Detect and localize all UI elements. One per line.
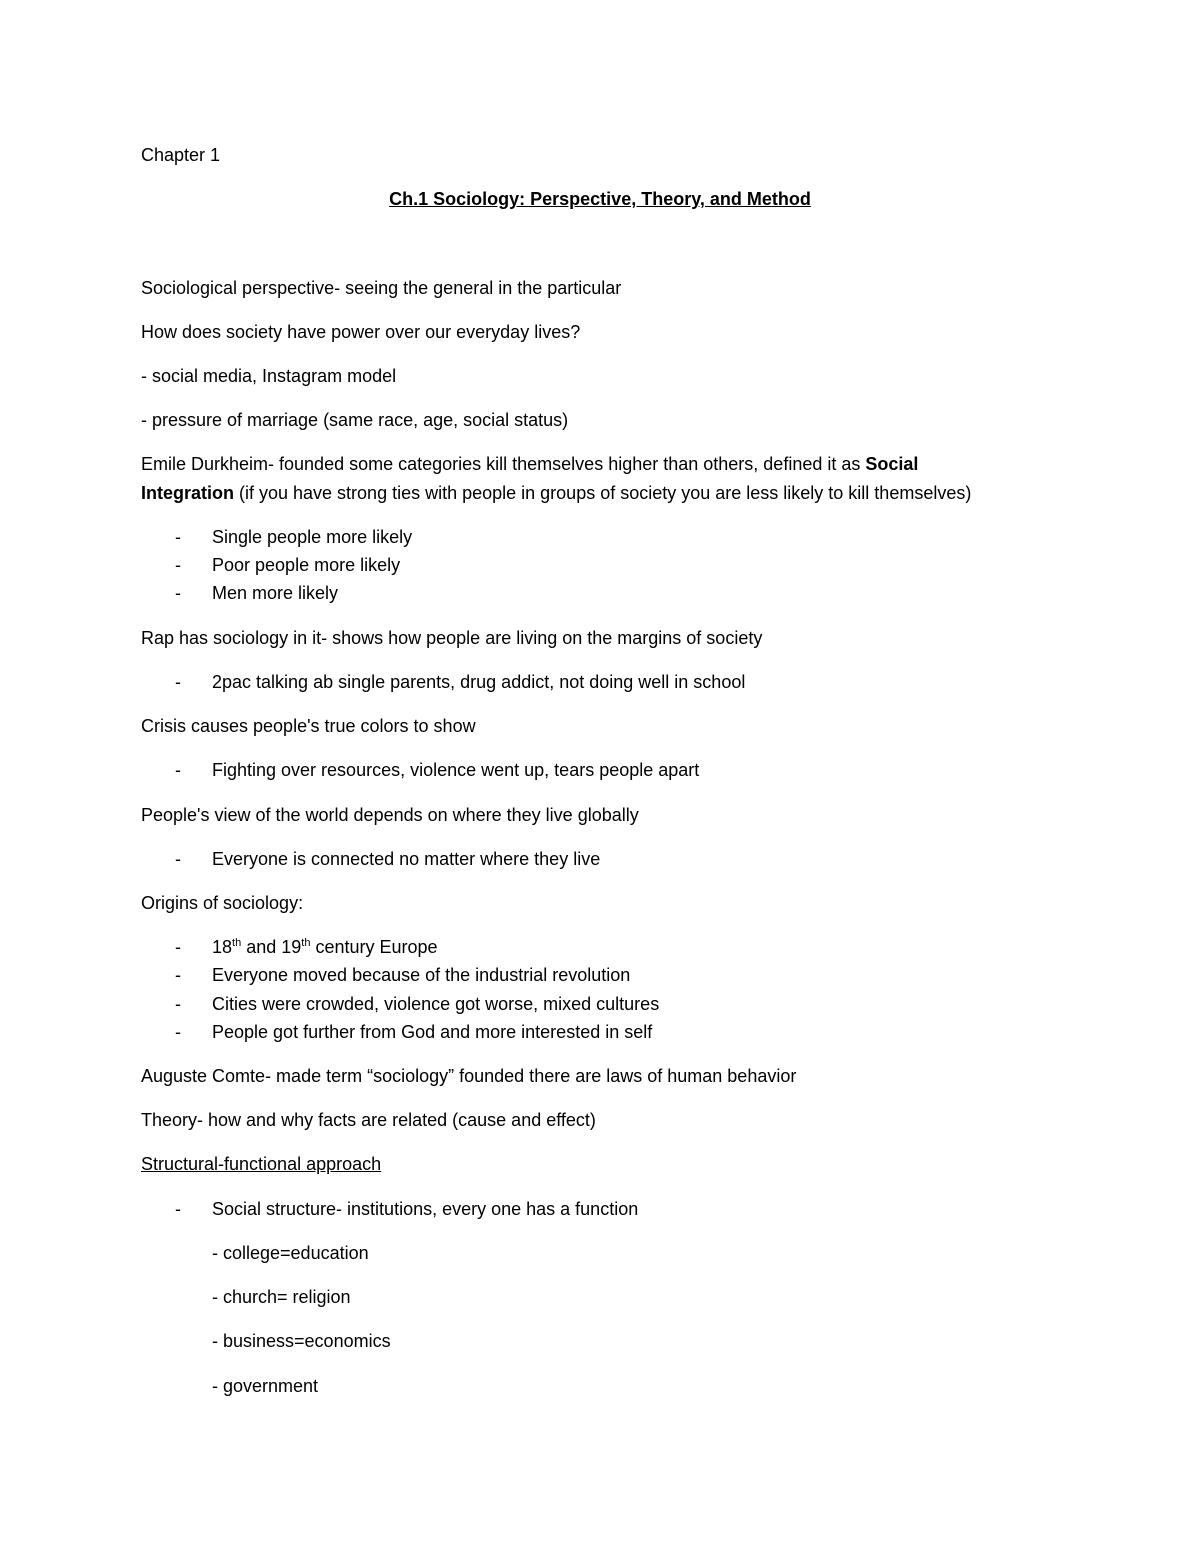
paragraph-sociological-perspective: Sociological perspective- seeing the general in the particular <box>141 278 622 298</box>
paragraph-world-view: People's view of the world depends on where they live globally <box>141 805 639 825</box>
paragraph-durkheim-line2 <box>141 483 971 505</box>
bullet-dash: - <box>175 965 181 985</box>
bullet-dash: - <box>175 849 181 869</box>
century-number: and 19 <box>241 937 302 957</box>
bullet-dash: - <box>175 760 181 780</box>
sub-item: - church= religion <box>212 1287 351 1307</box>
list-item: Everyone moved because of the industrial revolution <box>212 965 631 985</box>
paragraph-origins: Origins of sociology: <box>141 893 304 913</box>
paragraph-comte: Auguste Comte- made term “sociology” founded there are laws of human behavior <box>141 1066 797 1086</box>
bullet-dash: - <box>175 937 181 957</box>
paragraph-social-media: - social media, Instagram model <box>141 366 397 386</box>
century-number: 18 <box>212 937 233 957</box>
paragraph-rap: Rap has sociology in it- shows how people are living on the margins of society <box>141 628 763 648</box>
sub-item: - college=education <box>212 1243 369 1263</box>
bullet-dash: - <box>175 583 181 603</box>
bullet-dash: - <box>175 1022 181 1042</box>
century-text: century Europe <box>310 937 438 957</box>
bullet-dash: - <box>175 1199 181 1219</box>
ordinal-suffix: th <box>301 937 311 949</box>
paragraph-durkheim-line1 <box>141 454 918 476</box>
sub-item: - government <box>212 1376 319 1396</box>
paragraph-theory: Theory- how and why facts are related (cause and effect) <box>141 1110 596 1130</box>
ordinal-suffix: th <box>232 937 242 949</box>
paragraph-crisis: Crisis causes people's true colors to show <box>141 716 476 736</box>
list-item: Single people more likely <box>212 527 413 547</box>
list-item: People got further from God and more interested in self <box>212 1022 653 1042</box>
paragraph-society-power: How does society have power over our everyday lives? <box>141 322 581 342</box>
bullet-dash: - <box>175 672 181 692</box>
durkheim-text: Emile Durkheim- founded some categories kill themselves higher than others, defined it as <box>141 454 866 474</box>
list-item: Men more likely <box>212 583 339 603</box>
list-item: Poor people more likely <box>212 555 401 575</box>
bullet-dash: - <box>175 555 181 575</box>
document-title: Ch.1 Sociology: Perspective, Theory, and Method <box>389 189 811 209</box>
bullet-dash: - <box>175 994 181 1014</box>
chapter-label: Chapter 1 <box>141 145 221 165</box>
list-item: Fighting over resources, violence went up, tears people apart <box>212 760 700 780</box>
bullet-dash: - <box>175 527 181 547</box>
structural-heading: Structural-functional approach <box>141 1154 382 1174</box>
list-item: 2pac talking ab single parents, drug addict, not doing well in school <box>212 672 746 692</box>
sub-item: - business=economics <box>212 1331 391 1351</box>
durkheim-text-rest: (if you have strong ties with people in groups of society you are less likely to kill themselves) <box>234 483 972 503</box>
list-item-centuries <box>212 937 438 959</box>
list-item: Everyone is connected no matter where they live <box>212 849 601 869</box>
list-item: Cities were crowded, violence got worse, mixed cultures <box>212 994 660 1014</box>
list-item: Social structure- institutions, every one has a function <box>212 1199 639 1219</box>
durkheim-bold-integration: Integration <box>141 483 234 503</box>
durkheim-bold-social: Social <box>865 454 919 474</box>
paragraph-pressure-marriage: - pressure of marriage (same race, age, social status) <box>141 410 569 430</box>
